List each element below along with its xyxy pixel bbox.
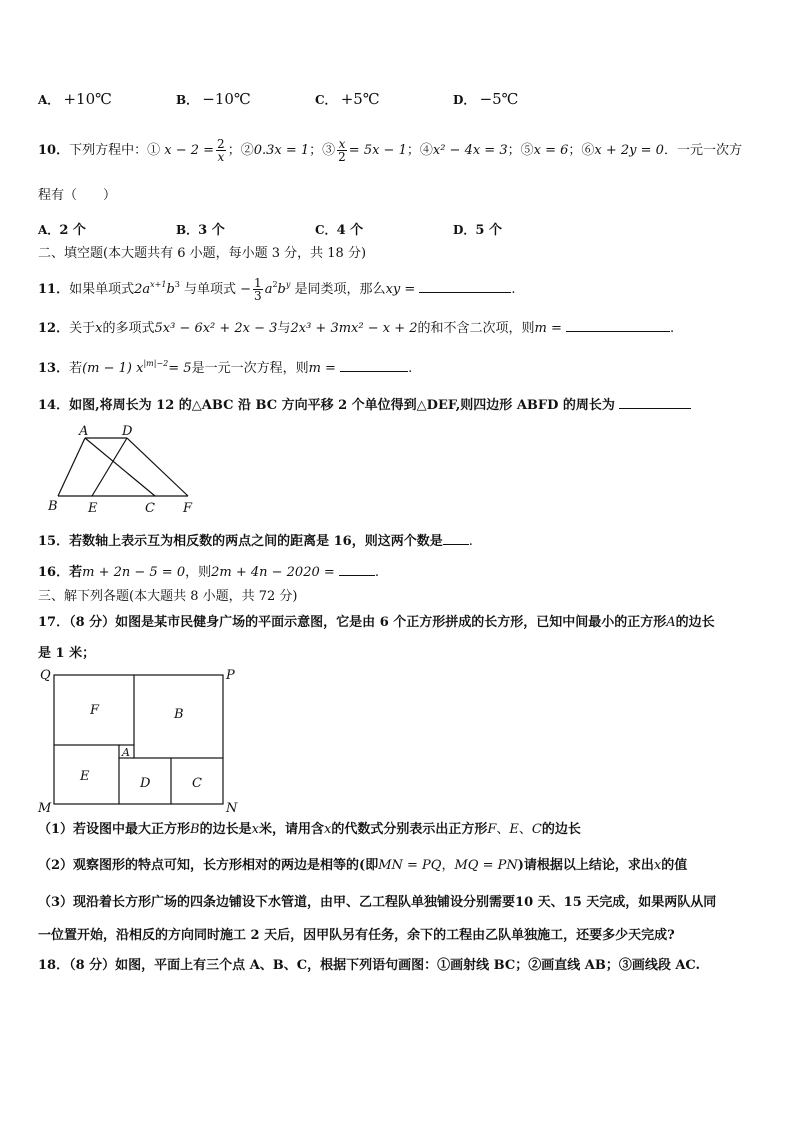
squares-figure — [34, 665, 244, 815]
question-17-part1: （1）若设图中最大正方形B的边长是x米，请用含x的代数式分别表示出正方形F、E、C的边长 — [38, 822, 581, 837]
section-2-heading: 二、填空题(本大题共有 6 小题，每小题 3 分，共 18 分) — [38, 246, 367, 261]
label-B: B — [174, 707, 184, 722]
question-11: 11．如果单项式$2a^{x+1}b^3$ 与单项式 − $\frac{1}{3}$ $a^2b^y$ 是同类项，那么xy = . — [38, 276, 516, 303]
question-16: 16．若m + 2n − 5 = 0，则2m + 4n − 2020 = . — [38, 562, 379, 582]
label-Q: Q — [40, 668, 51, 683]
question-18: 18．（8 分）如图，平面上有三个点 A、B、C，根据下列语句画图：①画射线 BC；②画直线 AB；③画线段 AC. — [38, 958, 701, 973]
fraction: $\frac{1}{3}$ — [254, 276, 262, 303]
label-D: D — [140, 776, 151, 791]
label-E: E — [88, 501, 98, 516]
question-17-line1: 17．（8 分）如图是某市民健身广场的平面示意图，它是由 6 个正方形拼成的长方形，已知中间最小的正方形A的边长 — [38, 615, 715, 630]
label-N: N — [226, 801, 238, 815]
label-A: A — [79, 424, 89, 439]
answer-blank[interactable] — [619, 395, 691, 409]
question-14: 14．如图,将周长为 12 的△ABC 沿 BC 方向平移 2 个单位得到△DEF,则四边形 ABFD 的周长为 — [38, 395, 691, 415]
fraction: $\frac{x}{2}$ — [338, 137, 346, 164]
question-10-line2: 程有（ ） — [38, 188, 117, 203]
segment-AC — [85, 438, 155, 496]
q9-option-b: B． −10℃ — [176, 90, 251, 108]
parallelogram-figure — [40, 420, 210, 520]
label-E: E — [80, 769, 90, 784]
segment-AB — [58, 438, 85, 496]
label-D: D — [122, 424, 133, 439]
question-10-stem: 10．下列方程中：① x − 2 = $\frac{2}{x}$ ；②0.3x = 1；③ $\frac{x}{2}$ = 5x − 1；④x² − 4x = 3；⑤x = 6；⑥x + 2y = 0．一元一次方 — [38, 137, 742, 164]
question-15: 15．若数轴上表示互为相反数的两点之间的距离是 16，则这两个数是 . — [38, 531, 473, 551]
q9-option-d: D． −5℃ — [453, 90, 519, 108]
label-C: C — [145, 501, 155, 516]
label-F: F — [183, 501, 193, 516]
question-17-part2: （2）观察图形的特点可知，长方形相对的两边是相等的(即MN = PQ，MQ = PN)请根据以上结论，求出x的值 — [38, 858, 688, 873]
answer-blank[interactable] — [340, 358, 408, 372]
label-M: M — [38, 801, 52, 815]
q10-option-b: B．3 个 — [176, 223, 225, 238]
answer-blank[interactable] — [443, 531, 469, 545]
label-F: F — [90, 703, 100, 718]
question-12: 12．关于x的多项式5x³ − 6x² + 2x − 3与2x³ + 3mx² − x + 2的和不含二次项，则m = . — [38, 318, 674, 338]
label-P: P — [226, 668, 235, 683]
label-C: C — [192, 776, 202, 791]
question-17-line2: 是 1 米； — [38, 646, 96, 661]
q9-option-c: C． +5℃ — [315, 90, 380, 108]
answer-blank[interactable] — [419, 279, 511, 293]
segment-DF — [127, 438, 188, 496]
q10-option-c: C．4 个 — [315, 223, 364, 238]
segment-DE — [92, 438, 127, 496]
fraction: $\frac{2}{x}$ — [217, 137, 225, 164]
q10-option-d: D．5 个 — [453, 223, 502, 238]
label-A: A — [122, 746, 130, 759]
answer-blank[interactable] — [339, 562, 375, 576]
q10-option-a: A．2 个 — [38, 223, 86, 238]
answer-blank[interactable] — [566, 318, 670, 332]
question-17-part3-line2: 一位置开始，沿相反的方向同时施工 2 天后，因甲队另有任务，余下的工程由乙队单独施工，还要多少天完成? — [38, 928, 675, 943]
question-17-part3-line1: （3）现沿着长方形广场的四条边铺设下水管道，由甲、乙工程队单独铺设分别需要10 天、15 天完成，如果两队从同 — [38, 895, 717, 910]
q9-option-a: A． +10℃ — [38, 90, 112, 108]
section-3-heading: 三、解下列各题(本大题共 8 小题，共 72 分) — [38, 589, 298, 604]
label-B: B — [48, 499, 58, 514]
question-13: 13．若(m − 1) $x^{|m|-2}= 5$是一元一次方程，则m = . — [38, 359, 413, 376]
